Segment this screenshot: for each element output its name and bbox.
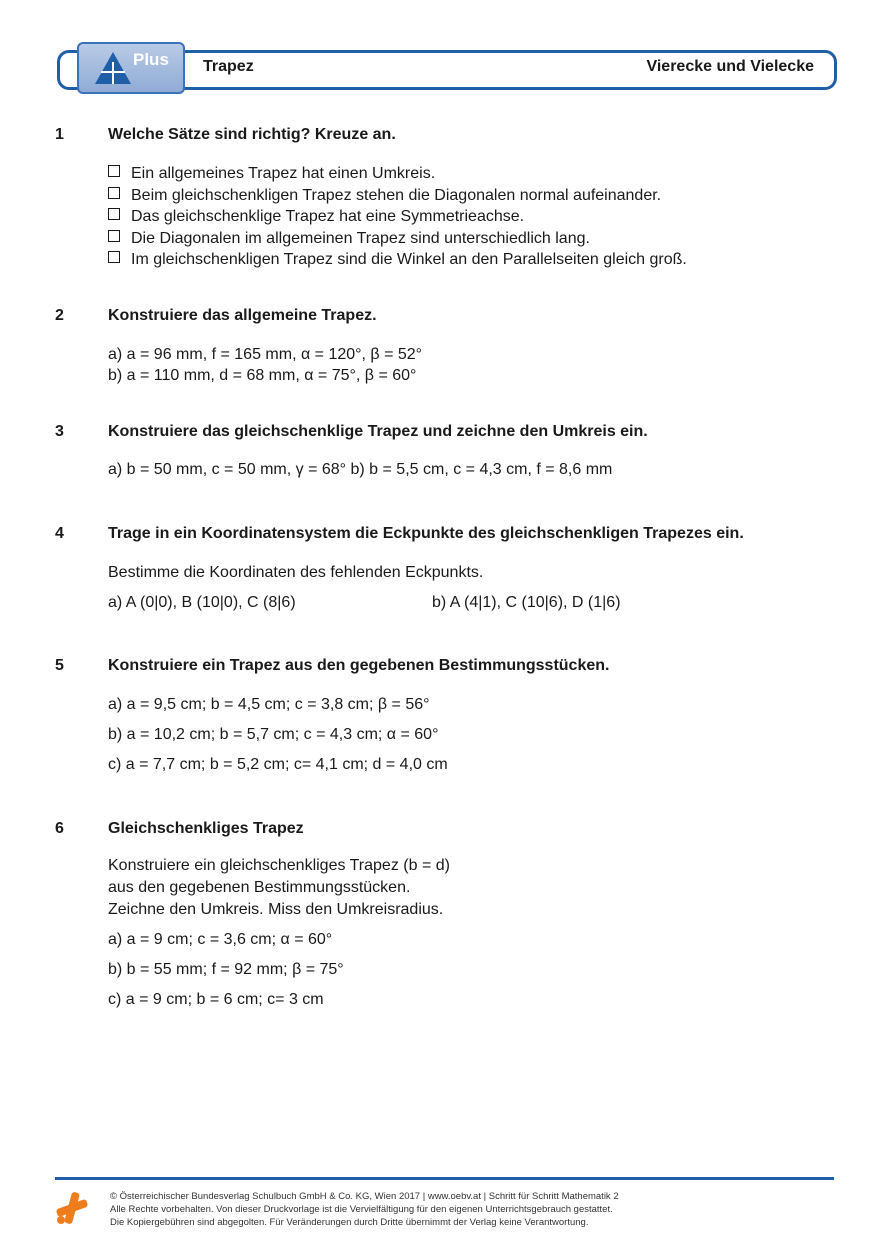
checkbox-label: Im gleichschenkligen Trapez sind die Winkel an den Parallelseiten gleich groß. [131, 251, 687, 268]
checkbox-label: Die Diagonalen im allgemeinen Trapez sind unterschiedlich lang. [131, 230, 590, 247]
checkbox-item[interactable] [108, 165, 435, 183]
page-title: Trapez [203, 58, 254, 75]
task-line: a) A (0|0), B (10|0), C (8|6) [108, 594, 296, 611]
footer-line: Die Kopiergebühren sind abgegolten. Für Veränderungen durch Dritte übernimmt der Verlag keine Verantwortung. [110, 1217, 589, 1228]
task-number: 2 [55, 307, 64, 324]
checkbox-item[interactable] [108, 208, 524, 226]
task-line: a) b = 50 mm, c = 50 mm, γ = 68° b) b = 5,5 cm, c = 4,3 cm, f = 8,6 mm [108, 461, 613, 478]
checkbox[interactable] [108, 208, 120, 220]
checkbox-item[interactable] [108, 230, 590, 248]
checkbox[interactable] [108, 165, 120, 177]
task-line: b) b = 55 mm; f = 92 mm; β = 75° [108, 961, 344, 978]
task-title: Konstruiere ein Trapez aus den gegebenen Bestimmungsstücken. [108, 657, 610, 674]
task-intro: aus den gegebenen Bestimmungsstücken. [108, 879, 411, 896]
checkbox-item[interactable] [108, 251, 687, 269]
checkbox[interactable] [108, 251, 120, 263]
task-number: 4 [55, 525, 64, 542]
footer-rule [55, 1177, 834, 1180]
publisher-logo-icon [54, 1190, 90, 1226]
task-title: Konstruiere das gleichschenklige Trapez und zeichne den Umkreis ein. [108, 423, 648, 440]
checkbox-item[interactable] [108, 187, 661, 205]
task-number: 1 [55, 126, 64, 143]
task-title: Welche Sätze sind richtig? Kreuze an. [108, 126, 396, 143]
task-line: c) a = 9 cm; b = 6 cm; c= 3 cm [108, 991, 324, 1008]
triangle-logo-icon [93, 50, 133, 86]
footer-line: © Österreichischer Bundesverlag Schulbuch GmbH & Co. KG, Wien 2017 | www.oebv.at | Schritt für Schritt Mathematik 2 [110, 1191, 619, 1202]
task-line: b) A (4|1), C (10|6), D (1|6) [432, 594, 621, 611]
task-title: Gleichschenkliges Trapez [108, 820, 304, 837]
task-line: b) a = 110 mm, d = 68 mm, α = 75°, β = 60° [108, 367, 417, 384]
checkbox[interactable] [108, 187, 120, 199]
task-number: 3 [55, 423, 64, 440]
task-intro: Konstruiere ein gleichschenkliges Trapez (b = d) [108, 857, 450, 874]
plus-logo [77, 42, 185, 94]
task-line: a) a = 96 mm, f = 165 mm, α = 120°, β = 52° [108, 346, 423, 363]
checkbox-label: Beim gleichschenkligen Trapez stehen die Diagonalen normal aufeinander. [131, 187, 662, 204]
checkbox[interactable] [108, 230, 120, 242]
task-line: b) a = 10,2 cm; b = 5,7 cm; c = 4,3 cm; α = 60° [108, 726, 439, 743]
chapter-title: Vierecke und Vielecke [646, 58, 814, 75]
task-number: 5 [55, 657, 64, 674]
task-intro: Bestimme die Koordinaten des fehlenden Eckpunkts. [108, 564, 484, 581]
task-line: a) a = 9,5 cm; b = 4,5 cm; c = 3,8 cm; β = 56° [108, 696, 430, 713]
task-line: a) a = 9 cm; c = 3,6 cm; α = 60° [108, 931, 333, 948]
checkbox-label: Ein allgemeines Trapez hat einen Umkreis. [131, 165, 436, 182]
task-title: Konstruiere das allgemeine Trapez. [108, 307, 377, 324]
task-line: c) a = 7,7 cm; b = 5,2 cm; c= 4,1 cm; d = 4,0 cm [108, 756, 448, 773]
footer-line: Alle Rechte vorbehalten. Von dieser Druckvorlage ist die Vervielfältigung für den eigenen Unterrichtsgebrauch gestattet. [110, 1204, 613, 1215]
logo-text: Plus [133, 50, 169, 69]
task-title: Trage in ein Koordinatensystem die Eckpunkte des gleichschenkligen Trapezes ein. [108, 525, 744, 542]
checkbox-label: Das gleichschenklige Trapez hat eine Symmetrieachse. [131, 208, 525, 225]
footer-copyright [110, 1190, 619, 1229]
task-number: 6 [55, 820, 64, 837]
task-intro: Zeichne den Umkreis. Miss den Umkreisradius. [108, 901, 444, 918]
